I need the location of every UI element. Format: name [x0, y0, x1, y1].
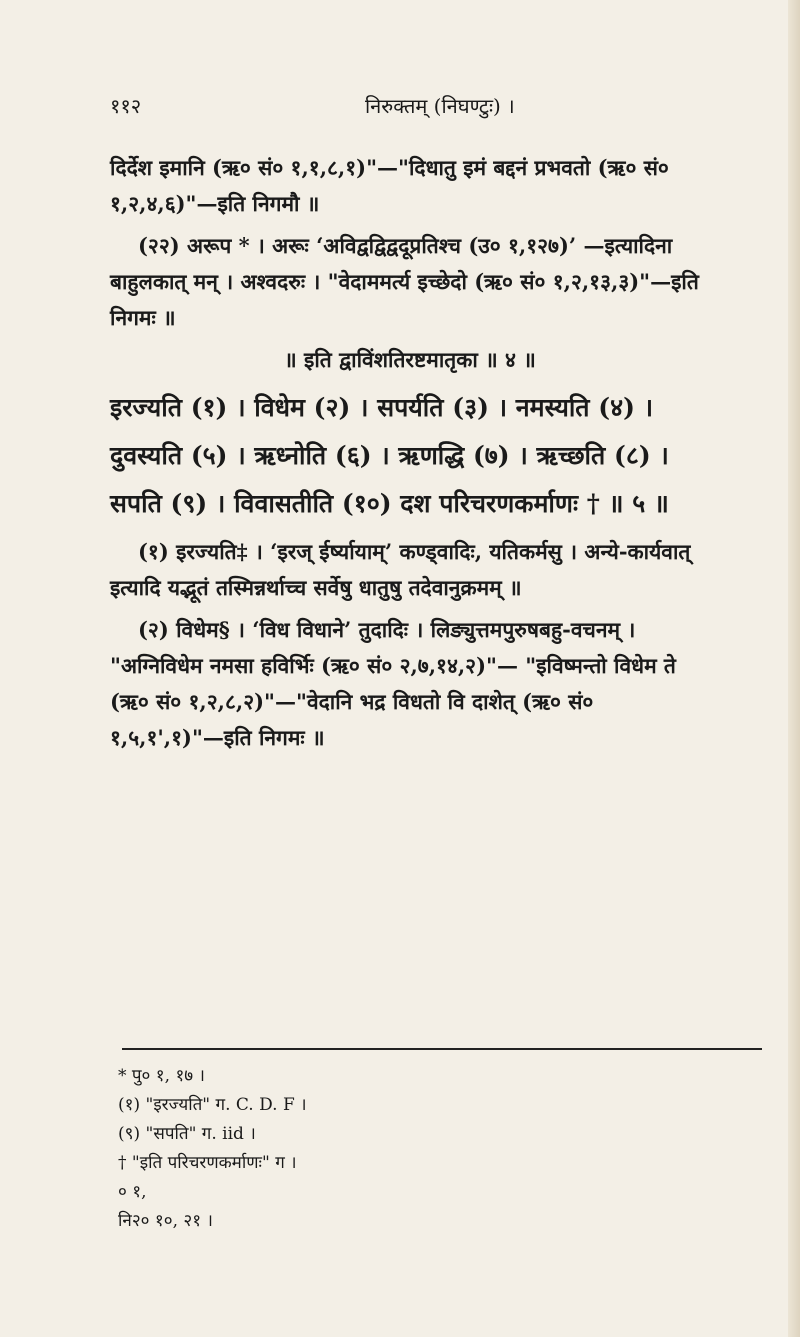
footnote-divider: [122, 1048, 762, 1050]
paragraph: (२२) अरूप * । अरूः ‘अविद्वद्विद्वदूप्रतिश्च (उ० १,१२७)’ —इत्यादिना बाहुलकात् मन् । अश्वदरुः । "वेदाममर्त्य इच्छेदो (ऋ० सं० १,२,१३,३)"—इति निगमः ॥: [110, 233, 699, 330]
footnotes: [118, 1062, 578, 1236]
page-header: [110, 92, 600, 122]
page-edge-shadow: [788, 0, 800, 1337]
footnote: (९) "सपति" ग. iid ।: [118, 1124, 256, 1144]
commentary-paragraph: (१) इरज्यति‡ । ‘इरज् ईर्ष्यायाम्’ कण्ड्वादिः, यतिकर्मसु । अन्ये-कार्यवात् इत्यादि यद्भूतं तस्मिन्नर्थाच्च सर्वेषु धातुषु तदेवानुक्रमम् ॥: [110, 539, 691, 600]
commentary-paragraph: (२) विधेम§ । ‘विध विधाने’ तुदादिः । लिङ्युत्तमपुरुषबहु-वचनम् । "अग्निविधेम नमसा हविर्भिः (ऋ० सं० २,७,१४,२)"— "इविष्मन्तो विधेम ते (ऋ० सं० १,२,८,२)"—"वेदानि भद्र विधतो वि दाशेत् (ऋ० सं० १,५,१',१)"—इति निगमः ॥: [110, 617, 676, 750]
footnote: * पु० १, १७ ।: [118, 1066, 205, 1086]
footnote: ० १,: [118, 1182, 147, 1202]
verse-list: इरज्यति (१) । विधेम (२) । सपर्यति (३) । नमस्यति (४) । दुवस्यति (५) । ऋध्नोति (६) । ऋणद्धि (७) । ऋच्छति (८) । सपति (९) । विवासतीति (१०) दश परिचरणकर्माणः † ॥ ५ ॥: [110, 393, 669, 518]
section-end: ॥ इति द्वाविंशतिरष्टमातृका ॥ ४ ॥: [284, 347, 536, 372]
footnote: † "इति परिचरणकर्माणः" ग ।: [118, 1153, 297, 1173]
paragraph: दिर्देश इमानि (ऋ० सं० १,१,८,१)"—"दिधातु इमं बद्दनं प्रभवतो (ऋ० सं० १,२,४,६)"—इति निगमौ ॥: [110, 155, 669, 216]
page-number: ११२: [110, 94, 142, 118]
main-text: [110, 150, 710, 762]
footnote: (१) "इरज्यति" ग. C. D. F ।: [118, 1095, 307, 1115]
running-title: निरुक्तम् (निघण्टुः) ।: [365, 94, 515, 118]
footnote: नि२० १०, २१ ।: [118, 1211, 213, 1231]
